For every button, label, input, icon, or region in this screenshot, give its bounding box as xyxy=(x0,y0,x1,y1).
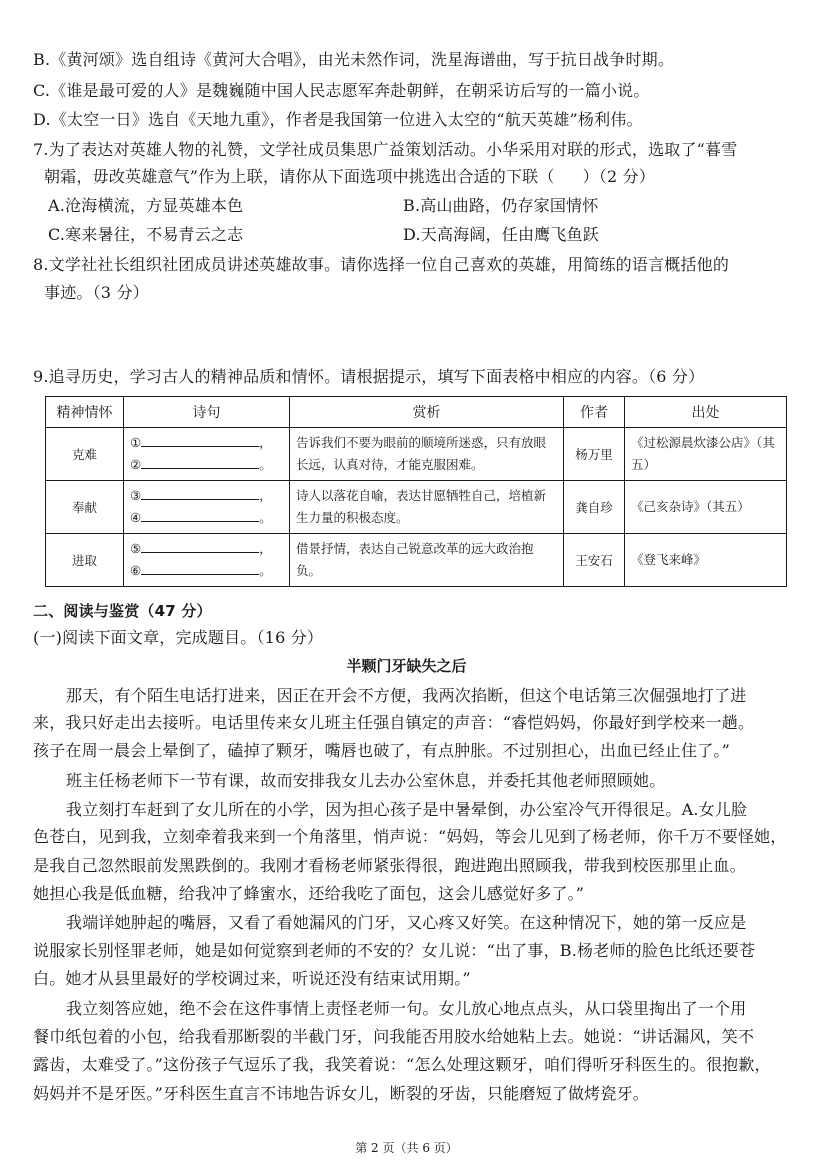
verse-cell: ① ， ② 。 xyxy=(124,428,290,481)
q7-option-a: A.沧海横流，方显英雄本色 xyxy=(48,196,244,215)
header-verse: 诗句 xyxy=(124,397,290,428)
answer-blank-5[interactable] xyxy=(141,538,259,553)
article-line: 说服家长别怪罪老师，她是如何觉察到老师的不安的？女儿说：“出了事，B.杨老师的脸色比纸还要苍 xyxy=(33,941,756,960)
article-line: 是我自己忽然眼前发黑跌倒的。我刚才看杨老师紧张得很，跑进跑出照顾我，带我到校医那里止血。 xyxy=(33,856,746,875)
article-line: 她担心我是低血糖，给我冲了蜂蜜水，还给我吃了面包，这会儿感觉好多了。” xyxy=(33,884,585,903)
q8-stem-line2: 事迹。（3 分） xyxy=(44,283,149,302)
article-line: 露齿，太难受了。”这份孩子气逗乐了我，我笑着说：“怎么处理这颗牙，咱们得听牙科医生的。很抱歉， xyxy=(33,1055,771,1074)
subsection-heading: (一)阅读下面文章，完成题目。（16 分） xyxy=(33,628,324,647)
answer-blank-2[interactable] xyxy=(141,454,259,469)
q6-option-d: D.《太空一日》选自《天地九重》，作者是我国第一位进入太空的“航天英雄”杨利伟。 xyxy=(33,110,643,129)
article-line: 来，我只好走出去接听。电话里传来女儿班主任强自镇定的声音：“睿恺妈妈，你最好到学校来一趟。 xyxy=(33,713,755,732)
article-line: 餐巾纸包着的小包，给我看那断裂的半截门牙，问我能否用胶水给她粘上去。她说：“讲话漏风，笑不 xyxy=(33,1027,755,1046)
q7-points: ）（2 分） xyxy=(582,167,656,186)
spirit-cell: 奉献 xyxy=(46,481,124,534)
answer-blank-3[interactable] xyxy=(141,485,259,500)
header-appreciation: 赏析 xyxy=(290,397,564,428)
article-line: 孩子在周一晨会上晕倒了，磕掉了颗牙，嘴唇也破了，有点肿胀。不过别担心，出血已经止住了。” xyxy=(33,741,730,760)
answer-blank-1[interactable] xyxy=(141,432,259,447)
appreciation-cell: 借景抒情，表达自己锐意改革的远大政治抱负。 xyxy=(290,534,564,587)
author-cell: 杨万里 xyxy=(564,428,625,481)
article-line: 我端详她肿起的嘴唇，又看了看她漏风的门牙，又心疼又好笑。在这种情况下，她的第一反应是 xyxy=(66,913,747,932)
q7-option-d: D.天高海阔，任由鹰飞鱼跃 xyxy=(403,225,599,244)
article-line: 班主任杨老师下一节有课，故而安排我女儿去办公室休息，并委托其他老师照顾她。 xyxy=(66,771,666,790)
article-line: 那天，有个陌生电话打进来，因正在开会不方便，我两次掐断，但这个电话第三次倔强地打了进 xyxy=(66,686,747,705)
source-cell: 《己亥杂诗》（其五） xyxy=(625,481,787,534)
appreciation-cell: 告诉我们不要为眼前的顺境所迷惑，只有放眼长远，认真对待，才能克服困难。 xyxy=(290,428,564,481)
header-author: 作者 xyxy=(564,397,625,428)
author-cell: 龚自珍 xyxy=(564,481,625,534)
article-line: 我立刻答应她，绝不会在这件事情上责怪老师一句。女儿放心地点点头，从口袋里掏出了一个用 xyxy=(66,999,747,1018)
author-cell: 王安石 xyxy=(564,534,625,587)
table-header-row xyxy=(46,397,787,428)
article-line: 我立刻打车赶到了女儿所在的小学，因为担心孩子是中暑晕倒，办公室冷气开得很足。A.女儿脸 xyxy=(66,800,748,819)
section-heading: 二、阅读与鉴赏（47 分） xyxy=(33,602,212,620)
article-line: 妈妈并不是牙医。”牙科医生直言不讳地告诉女儿，断裂的牙齿，只能磨短了做烤瓷牙。 xyxy=(33,1084,649,1103)
article-title: 半颗门牙缺失之后 xyxy=(346,657,467,675)
article-line: 白。她才从县里最好的学校调过来，听说还没有结束试用期。” xyxy=(33,969,471,988)
answer-blank-4[interactable] xyxy=(141,507,259,522)
page-number: 第 2 页（共 6 页） xyxy=(355,1141,458,1155)
q6-option-c: C.《谁是最可爱的人》是魏巍随中国人民志愿军奔赴朝鲜，在朝采访后写的一篇小说。 xyxy=(33,81,650,100)
q6-option-b: B.《黄河颂》选自组诗《黄河大合唱》，由光未然作词，洗星海谱曲，写于抗日战争时期。 xyxy=(33,50,675,69)
q8-stem-line1: 8.文学社社长组织社团成员讲述英雄故事。请你选择一位自己喜欢的英雄，用简练的语言概括他的 xyxy=(33,255,730,274)
spirit-cell: 克难 xyxy=(46,428,124,481)
q7-stem-line2 xyxy=(44,167,804,187)
q9-stem: 9.追寻历史，学习古人的精神品质和情怀。请根据提示，填写下面表格中相应的内容。（6 分） xyxy=(33,367,705,386)
source-cell: 《过松源晨炊漆公店》（其五） xyxy=(625,428,787,481)
header-source: 出处 xyxy=(625,397,787,428)
table-row xyxy=(46,428,787,481)
verse-cell: ③ ， ④ 。 xyxy=(124,481,290,534)
source-cell: 《登飞来峰》 xyxy=(625,534,787,587)
appreciation-cell: 诗人以落花自喻，表达甘愿牺牲自己，培植新生力量的积极态度。 xyxy=(290,481,564,534)
q7-option-c: C.寒来暑往，不易青云之志 xyxy=(48,225,244,244)
q7-option-b: B.高山曲路，仍存家国情怀 xyxy=(403,196,599,215)
header-spirit: 精神情怀 xyxy=(46,397,124,428)
spirit-cell: 进取 xyxy=(46,534,124,587)
verse-cell: ⑤ ， ⑥ 。 xyxy=(124,534,290,587)
poem-table xyxy=(45,396,787,587)
answer-blank-6[interactable] xyxy=(141,560,259,575)
q7-stem-line1: 7.为了表达对英雄人物的礼赞，文学社成员集思广益策划活动。小华采用对联的形式，选取了“暮雪 xyxy=(33,140,738,159)
table-row xyxy=(46,481,787,534)
q7-stem-text: 朝霜，毋改英雄意气”作为上联，请你从下面选项中挑选出合适的下联（ xyxy=(44,167,555,186)
article-line: 色苍白，见到我，立刻牵着我来到一个角落里，悄声说：“妈妈，等会儿见到了杨老师，你千万不要怪她， xyxy=(33,827,787,846)
table-row xyxy=(46,534,787,587)
